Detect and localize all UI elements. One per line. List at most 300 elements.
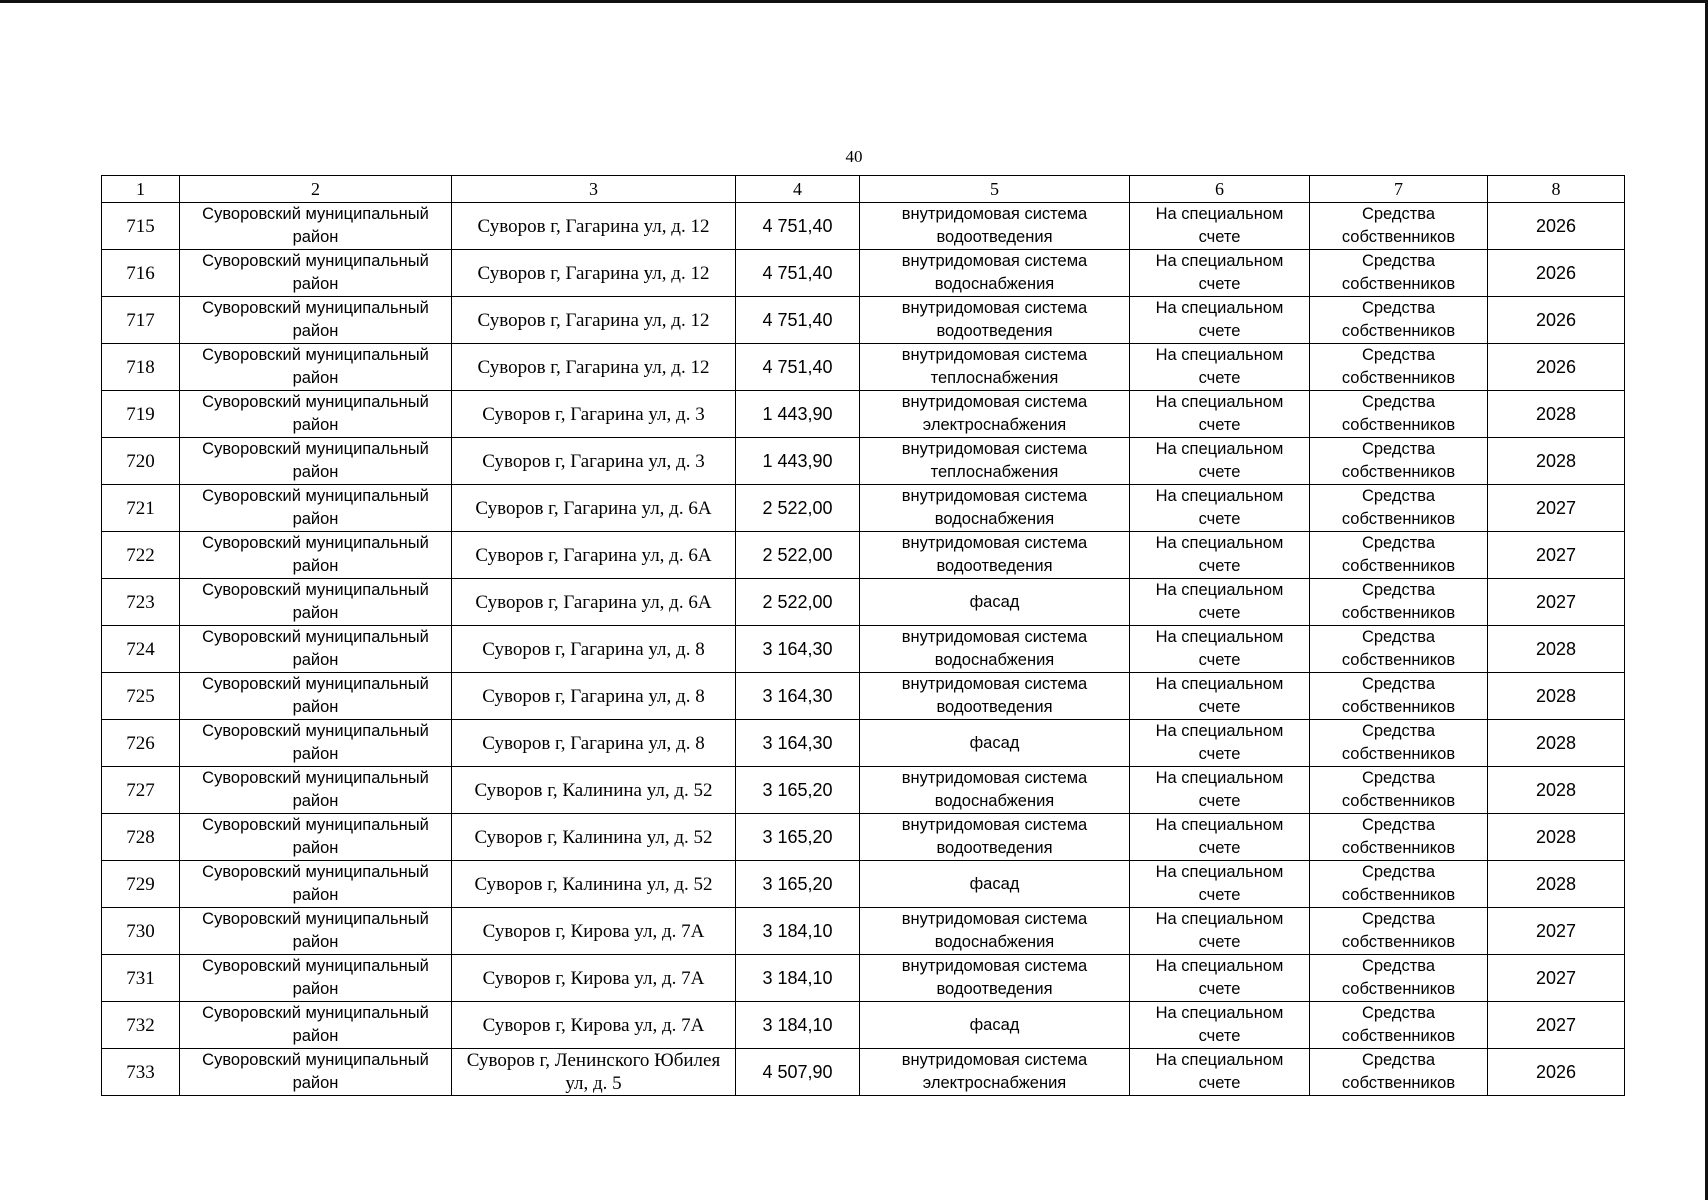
cell-text: фасад bbox=[969, 592, 1020, 611]
cell-text: собственников bbox=[1341, 980, 1456, 998]
district-cell bbox=[180, 908, 452, 955]
cell-text: 3 184,10 bbox=[762, 1014, 833, 1035]
district-cell bbox=[180, 767, 452, 814]
table-row bbox=[102, 391, 1625, 438]
cell-text: Суворов г, Гагарина ул, д. 8 bbox=[482, 732, 705, 754]
cell-text: собственников bbox=[1341, 1074, 1456, 1092]
district-cell bbox=[180, 861, 452, 908]
cell-text: 722 bbox=[126, 544, 155, 566]
cell-text: счете bbox=[1198, 980, 1241, 998]
cell-text: фасад bbox=[969, 733, 1020, 752]
row-number-cell bbox=[102, 532, 180, 579]
cell-text: Средства bbox=[1361, 628, 1436, 646]
cell-text: счете bbox=[1198, 745, 1241, 763]
table-row bbox=[102, 532, 1625, 579]
cell-text: Суворовский муниципальный bbox=[202, 393, 429, 411]
cell-text: Суворов г, Гагарина ул, д. 3 bbox=[482, 450, 705, 472]
cell-text: внутридомовая система bbox=[901, 1051, 1088, 1069]
cell-text: счете bbox=[1198, 933, 1241, 951]
account-method-cell bbox=[1130, 297, 1310, 344]
work-type-cell bbox=[860, 814, 1130, 861]
year-cell bbox=[1488, 532, 1625, 579]
address-cell bbox=[452, 814, 736, 861]
cell-text: 2028 bbox=[1535, 779, 1577, 800]
cell-text: Средства bbox=[1361, 1051, 1436, 1069]
district-cell bbox=[180, 955, 452, 1002]
cell-text: внутридомовая система bbox=[901, 816, 1088, 834]
account-method-cell bbox=[1130, 438, 1310, 485]
cell-text: внутридомовая система bbox=[901, 440, 1088, 458]
cell-text: собственников bbox=[1341, 322, 1456, 340]
cell-text: Средства bbox=[1361, 487, 1436, 505]
account-method-cell bbox=[1130, 203, 1310, 250]
cell-text: Средства bbox=[1361, 205, 1436, 223]
cell-text: 2027 bbox=[1535, 591, 1577, 612]
cell-text: собственников bbox=[1341, 275, 1456, 293]
cell-text: район bbox=[292, 275, 339, 293]
cell-text: внутридомовая система bbox=[901, 910, 1088, 928]
cell-text: счете bbox=[1198, 463, 1241, 481]
table-row bbox=[102, 438, 1625, 485]
cell-text: 721 bbox=[126, 497, 155, 519]
cell-text: 719 bbox=[126, 403, 155, 425]
account-method-cell bbox=[1130, 391, 1310, 438]
cell-text: теплоснабжения bbox=[930, 463, 1059, 481]
area-cell bbox=[736, 203, 860, 250]
area-cell bbox=[736, 1002, 860, 1049]
cell-text: 2028 bbox=[1535, 638, 1577, 659]
cell-text: Суворов г, Гагарина ул, д. 8 bbox=[482, 638, 705, 660]
column-header: 2 bbox=[180, 176, 452, 203]
cell-text: счете bbox=[1198, 510, 1241, 528]
area-cell bbox=[736, 579, 860, 626]
cell-text: 2028 bbox=[1535, 450, 1577, 471]
district-cell bbox=[180, 626, 452, 673]
account-method-cell bbox=[1130, 908, 1310, 955]
cell-text: Средства bbox=[1361, 252, 1436, 270]
cell-text: собственников bbox=[1341, 698, 1456, 716]
funding-source-cell bbox=[1310, 1002, 1488, 1049]
table-row bbox=[102, 767, 1625, 814]
cell-text: Средства bbox=[1361, 722, 1436, 740]
cell-text: 727 bbox=[126, 779, 155, 801]
cell-text: собственников bbox=[1341, 933, 1456, 951]
cell-text: Суворовский муниципальный bbox=[202, 299, 429, 317]
cell-text: собственников bbox=[1341, 510, 1456, 528]
column-header: 6 bbox=[1130, 176, 1310, 203]
address-cell bbox=[452, 203, 736, 250]
address-cell bbox=[452, 250, 736, 297]
area-cell bbox=[736, 908, 860, 955]
cell-text: внутридомовая система bbox=[901, 628, 1088, 646]
cell-text: 717 bbox=[126, 309, 155, 331]
address-cell bbox=[452, 720, 736, 767]
cell-text: На специальном bbox=[1155, 346, 1284, 364]
cell-text: Суворов г, Гагарина ул, д. 6А bbox=[475, 497, 712, 519]
address-cell bbox=[452, 344, 736, 391]
cell-text: водоотведения bbox=[936, 228, 1053, 246]
cell-text: внутридомовая система bbox=[901, 346, 1088, 364]
work-type-cell bbox=[860, 344, 1130, 391]
cell-text: 2026 bbox=[1535, 1061, 1577, 1082]
cell-text: Суворовский муниципальный bbox=[202, 487, 429, 505]
year-cell bbox=[1488, 1002, 1625, 1049]
cell-text: 4 751,40 bbox=[762, 309, 833, 330]
cell-text: На специальном bbox=[1155, 957, 1284, 975]
cell-text: собственников bbox=[1341, 557, 1456, 575]
cell-text: Суворовский муниципальный bbox=[202, 957, 429, 975]
cell-text: 728 bbox=[126, 826, 155, 848]
cell-text: 2028 bbox=[1535, 403, 1577, 424]
district-cell bbox=[180, 673, 452, 720]
cell-text: 730 bbox=[126, 920, 155, 942]
cell-text: Суворовский муниципальный bbox=[202, 628, 429, 646]
account-method-cell bbox=[1130, 720, 1310, 767]
cell-text: 2028 bbox=[1535, 732, 1577, 753]
cell-text: счете bbox=[1198, 651, 1241, 669]
district-cell bbox=[180, 1002, 452, 1049]
cell-text: 4 507,90 bbox=[762, 1061, 833, 1082]
cell-text: собственников bbox=[1341, 228, 1456, 246]
cell-text: 3 164,30 bbox=[762, 685, 833, 706]
cell-text: район bbox=[292, 463, 339, 481]
cell-text: 723 bbox=[126, 591, 155, 613]
cell-text: счете bbox=[1198, 698, 1241, 716]
cell-text: внутридомовая система bbox=[901, 299, 1088, 317]
table-row bbox=[102, 955, 1625, 1002]
district-cell bbox=[180, 532, 452, 579]
row-number-cell bbox=[102, 297, 180, 344]
year-cell bbox=[1488, 626, 1625, 673]
row-number-cell bbox=[102, 250, 180, 297]
cell-text: счете bbox=[1198, 369, 1241, 387]
year-cell bbox=[1488, 814, 1625, 861]
column-header: 4 bbox=[736, 176, 860, 203]
cell-text: На специальном bbox=[1155, 252, 1284, 270]
address-cell bbox=[452, 485, 736, 532]
year-cell bbox=[1488, 908, 1625, 955]
table-row bbox=[102, 1002, 1625, 1049]
cell-text: собственников bbox=[1341, 369, 1456, 387]
row-number-cell bbox=[102, 626, 180, 673]
work-type-cell bbox=[860, 626, 1130, 673]
year-cell bbox=[1488, 767, 1625, 814]
column-header: 5 bbox=[860, 176, 1130, 203]
work-type-cell bbox=[860, 767, 1130, 814]
cell-text: На специальном bbox=[1155, 675, 1284, 693]
cell-text: 3 165,20 bbox=[762, 826, 833, 847]
area-cell bbox=[736, 391, 860, 438]
cell-text: 2 522,00 bbox=[762, 544, 833, 565]
year-cell bbox=[1488, 203, 1625, 250]
cell-text: 2028 bbox=[1535, 685, 1577, 706]
cell-text: На специальном bbox=[1155, 863, 1284, 881]
account-method-cell bbox=[1130, 955, 1310, 1002]
cell-text: водоснабжения bbox=[934, 933, 1055, 951]
table-row bbox=[102, 908, 1625, 955]
row-number-cell bbox=[102, 908, 180, 955]
table-row bbox=[102, 344, 1625, 391]
funding-source-cell bbox=[1310, 908, 1488, 955]
work-type-cell bbox=[860, 673, 1130, 720]
cell-text: 729 bbox=[126, 873, 155, 895]
funding-source-cell bbox=[1310, 579, 1488, 626]
cell-text: 3 164,30 bbox=[762, 638, 833, 659]
work-type-cell bbox=[860, 1049, 1130, 1096]
cell-text: 2 522,00 bbox=[762, 497, 833, 518]
cell-text: Средства bbox=[1361, 534, 1436, 552]
cell-text: Средства bbox=[1361, 957, 1436, 975]
district-cell bbox=[180, 297, 452, 344]
address-cell bbox=[452, 673, 736, 720]
cell-text: 2026 bbox=[1535, 262, 1577, 283]
cell-text: Средства bbox=[1361, 346, 1436, 364]
cell-text: район bbox=[292, 792, 339, 810]
cell-text: водоотведения bbox=[936, 980, 1053, 998]
funding-source-cell bbox=[1310, 297, 1488, 344]
account-method-cell bbox=[1130, 344, 1310, 391]
address-cell bbox=[452, 532, 736, 579]
area-cell bbox=[736, 767, 860, 814]
address-cell bbox=[452, 908, 736, 955]
row-number-cell bbox=[102, 579, 180, 626]
cell-text: район bbox=[292, 698, 339, 716]
row-number-cell bbox=[102, 391, 180, 438]
table-row bbox=[102, 485, 1625, 532]
cell-text: 2027 bbox=[1535, 544, 1577, 565]
cell-text: 726 bbox=[126, 732, 155, 754]
work-type-cell bbox=[860, 579, 1130, 626]
funding-source-cell bbox=[1310, 485, 1488, 532]
funding-source-cell bbox=[1310, 861, 1488, 908]
year-cell bbox=[1488, 579, 1625, 626]
cell-text: Суворов г, Кирова ул, д. 7А bbox=[482, 1014, 705, 1036]
district-cell bbox=[180, 1049, 452, 1096]
cell-text: На специальном bbox=[1155, 534, 1284, 552]
cell-text: На специальном bbox=[1155, 910, 1284, 928]
cell-text: счете bbox=[1198, 1027, 1241, 1045]
cell-text: Средства bbox=[1361, 675, 1436, 693]
cell-text: Суворовский муниципальный bbox=[202, 346, 429, 364]
cell-text: На специальном bbox=[1155, 393, 1284, 411]
page-number: 40 bbox=[845, 147, 863, 166]
district-cell bbox=[180, 438, 452, 485]
account-method-cell bbox=[1130, 532, 1310, 579]
cell-text: 732 bbox=[126, 1014, 155, 1036]
cell-text: внутридомовая система bbox=[901, 957, 1088, 975]
scan-edge-top bbox=[0, 0, 1708, 3]
year-cell bbox=[1488, 297, 1625, 344]
cell-text: водоснабжения bbox=[934, 510, 1055, 528]
funding-source-cell bbox=[1310, 532, 1488, 579]
cell-text: 4 751,40 bbox=[762, 356, 833, 377]
funding-source-cell bbox=[1310, 438, 1488, 485]
cell-text: Суворовский муниципальный bbox=[202, 722, 429, 740]
work-type-cell bbox=[860, 203, 1130, 250]
account-method-cell bbox=[1130, 485, 1310, 532]
cell-text: На специальном bbox=[1155, 299, 1284, 317]
account-method-cell bbox=[1130, 579, 1310, 626]
cell-text: 2027 bbox=[1535, 920, 1577, 941]
cell-text: внутридомовая система bbox=[901, 487, 1088, 505]
cell-text: 724 bbox=[126, 638, 155, 660]
table-row bbox=[102, 1049, 1625, 1096]
cell-text: 3 184,10 bbox=[762, 920, 833, 941]
cell-text: счете bbox=[1198, 792, 1241, 810]
header-row bbox=[102, 176, 1625, 203]
cell-text: счете bbox=[1198, 1074, 1241, 1092]
cell-text: район bbox=[292, 228, 339, 246]
district-cell bbox=[180, 720, 452, 767]
cell-text: теплоснабжения bbox=[930, 369, 1059, 387]
address-cell bbox=[452, 391, 736, 438]
cell-text: 731 bbox=[126, 967, 155, 989]
address-cell bbox=[452, 626, 736, 673]
work-type-cell bbox=[860, 391, 1130, 438]
cell-text: счете bbox=[1198, 416, 1241, 434]
year-cell bbox=[1488, 861, 1625, 908]
cell-text: На специальном bbox=[1155, 628, 1284, 646]
account-method-cell bbox=[1130, 673, 1310, 720]
cell-text: Суворовский муниципальный bbox=[202, 910, 429, 928]
cell-text: Суворов г, Гагарина ул, д. 6А bbox=[475, 544, 712, 566]
funding-source-cell bbox=[1310, 767, 1488, 814]
year-cell bbox=[1488, 250, 1625, 297]
column-header: 1 bbox=[102, 176, 180, 203]
cell-text: 2027 bbox=[1535, 497, 1577, 518]
cell-text: собственников bbox=[1341, 463, 1456, 481]
cell-text: Суворов г, Гагарина ул, д. 12 bbox=[477, 262, 710, 284]
table-row bbox=[102, 626, 1625, 673]
address-cell bbox=[452, 1002, 736, 1049]
account-method-cell bbox=[1130, 626, 1310, 673]
cell-text: собственников bbox=[1341, 651, 1456, 669]
funding-source-cell bbox=[1310, 626, 1488, 673]
cell-text: счете bbox=[1198, 322, 1241, 340]
cell-text: На специальном bbox=[1155, 581, 1284, 599]
cell-text: 2028 bbox=[1535, 873, 1577, 894]
cell-text: Суворов г, Гагарина ул, д. 6А bbox=[475, 591, 712, 613]
year-cell bbox=[1488, 344, 1625, 391]
cell-text: район bbox=[292, 557, 339, 575]
work-type-cell bbox=[860, 720, 1130, 767]
funding-source-cell bbox=[1310, 1049, 1488, 1096]
row-number-cell bbox=[102, 1002, 180, 1049]
cell-text: На специальном bbox=[1155, 722, 1284, 740]
cell-text: Суворов г, Кирова ул, д. 7А bbox=[482, 920, 705, 942]
cell-text: 2 522,00 bbox=[762, 591, 833, 612]
cell-text: район bbox=[292, 745, 339, 763]
district-cell bbox=[180, 814, 452, 861]
row-number-cell bbox=[102, 438, 180, 485]
cell-text: ул, д. 5 bbox=[565, 1073, 622, 1094]
cell-text: 2026 bbox=[1535, 215, 1577, 236]
area-cell bbox=[736, 814, 860, 861]
column-header: 7 bbox=[1310, 176, 1488, 203]
cell-text: 2027 bbox=[1535, 1014, 1577, 1035]
funding-source-cell bbox=[1310, 344, 1488, 391]
work-type-cell bbox=[860, 1002, 1130, 1049]
area-cell bbox=[736, 485, 860, 532]
cell-text: 716 bbox=[126, 262, 155, 284]
cell-text: внутридомовая система bbox=[901, 769, 1088, 787]
cell-text: На специальном bbox=[1155, 769, 1284, 787]
row-number-cell bbox=[102, 814, 180, 861]
area-cell bbox=[736, 673, 860, 720]
year-cell bbox=[1488, 720, 1625, 767]
cell-text: Средства bbox=[1361, 863, 1436, 881]
account-method-cell bbox=[1130, 250, 1310, 297]
year-cell bbox=[1488, 955, 1625, 1002]
table-row bbox=[102, 579, 1625, 626]
cell-text: 1 443,90 bbox=[762, 450, 833, 471]
cell-text: 3 164,30 bbox=[762, 732, 833, 753]
cell-text: На специальном bbox=[1155, 1051, 1284, 1069]
cell-text: фасад bbox=[969, 1015, 1020, 1034]
work-type-cell bbox=[860, 297, 1130, 344]
cell-text: 1 443,90 bbox=[762, 403, 833, 424]
cell-text: Суворов г, Калинина ул, д. 52 bbox=[474, 779, 713, 801]
cell-text: район bbox=[292, 416, 339, 434]
district-cell bbox=[180, 391, 452, 438]
district-cell bbox=[180, 203, 452, 250]
row-number-cell bbox=[102, 955, 180, 1002]
cell-text: счете bbox=[1198, 886, 1241, 904]
cell-text: 4 751,40 bbox=[762, 215, 833, 236]
district-cell bbox=[180, 250, 452, 297]
cell-text: На специальном bbox=[1155, 816, 1284, 834]
cell-text: Суворовский муниципальный bbox=[202, 252, 429, 270]
cell-text: внутридомовая система bbox=[901, 205, 1088, 223]
area-cell bbox=[736, 1049, 860, 1096]
cell-text: водоснабжения bbox=[934, 792, 1055, 810]
year-cell bbox=[1488, 391, 1625, 438]
cell-text: Суворов г, Гагарина ул, д. 3 bbox=[482, 403, 705, 425]
cell-text: Суворовский муниципальный bbox=[202, 1004, 429, 1022]
address-cell bbox=[452, 297, 736, 344]
cell-text: Средства bbox=[1361, 440, 1436, 458]
cell-text: район bbox=[292, 604, 339, 622]
cell-text: район bbox=[292, 933, 339, 951]
funding-source-cell bbox=[1310, 391, 1488, 438]
cell-text: 3 165,20 bbox=[762, 873, 833, 894]
cell-text: 2026 bbox=[1535, 356, 1577, 377]
table-row bbox=[102, 720, 1625, 767]
cell-text: внутридомовая система bbox=[901, 534, 1088, 552]
table-row bbox=[102, 203, 1625, 250]
area-cell bbox=[736, 626, 860, 673]
cell-text: счете bbox=[1198, 604, 1241, 622]
cell-text: Суворовский муниципальный bbox=[202, 205, 429, 223]
cell-text: район bbox=[292, 1027, 339, 1045]
cell-text: собственников bbox=[1341, 416, 1456, 434]
area-cell bbox=[736, 955, 860, 1002]
cell-text: счете bbox=[1198, 275, 1241, 293]
cell-text: 3 184,10 bbox=[762, 967, 833, 988]
year-cell bbox=[1488, 485, 1625, 532]
cell-text: собственников bbox=[1341, 745, 1456, 763]
work-type-cell bbox=[860, 250, 1130, 297]
district-cell bbox=[180, 485, 452, 532]
area-cell bbox=[736, 861, 860, 908]
funding-source-cell bbox=[1310, 203, 1488, 250]
cell-text: собственников bbox=[1341, 839, 1456, 857]
account-method-cell bbox=[1130, 1049, 1310, 1096]
cell-text: Суворовский муниципальный bbox=[202, 1051, 429, 1069]
account-method-cell bbox=[1130, 814, 1310, 861]
cell-text: водоотведения bbox=[936, 557, 1053, 575]
cell-text: Средства bbox=[1361, 910, 1436, 928]
